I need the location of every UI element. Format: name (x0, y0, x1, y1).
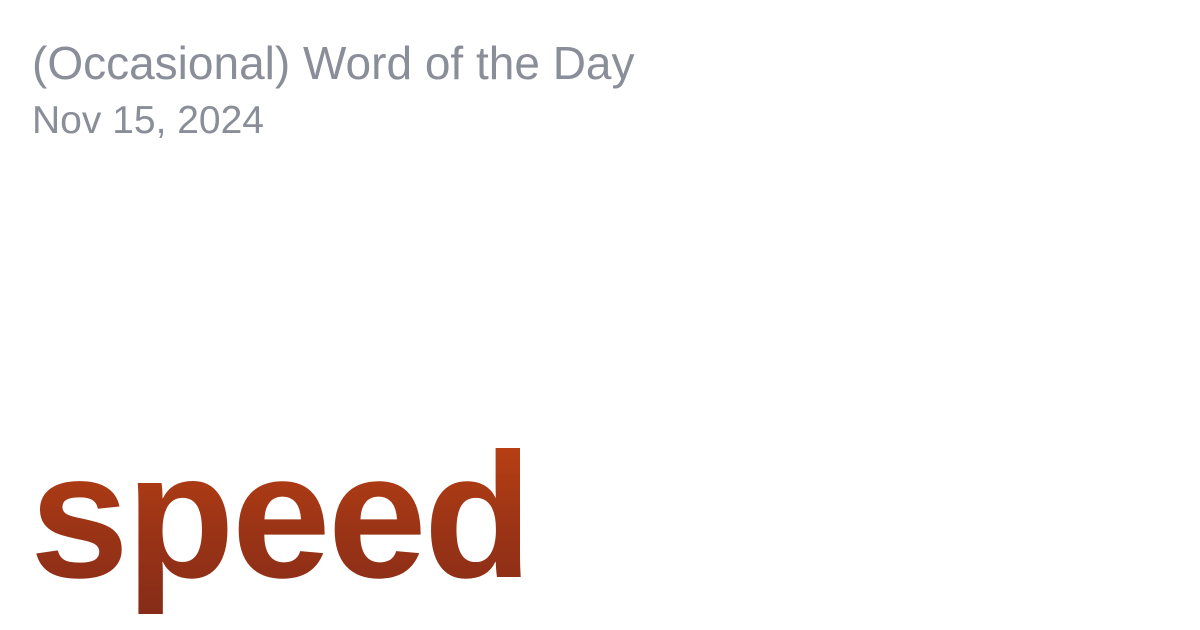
post-date: Nov 15, 2024 (32, 99, 265, 142)
featured-word: speed (30, 416, 530, 615)
series-title: (Occasional) Word of the Day (32, 37, 635, 89)
